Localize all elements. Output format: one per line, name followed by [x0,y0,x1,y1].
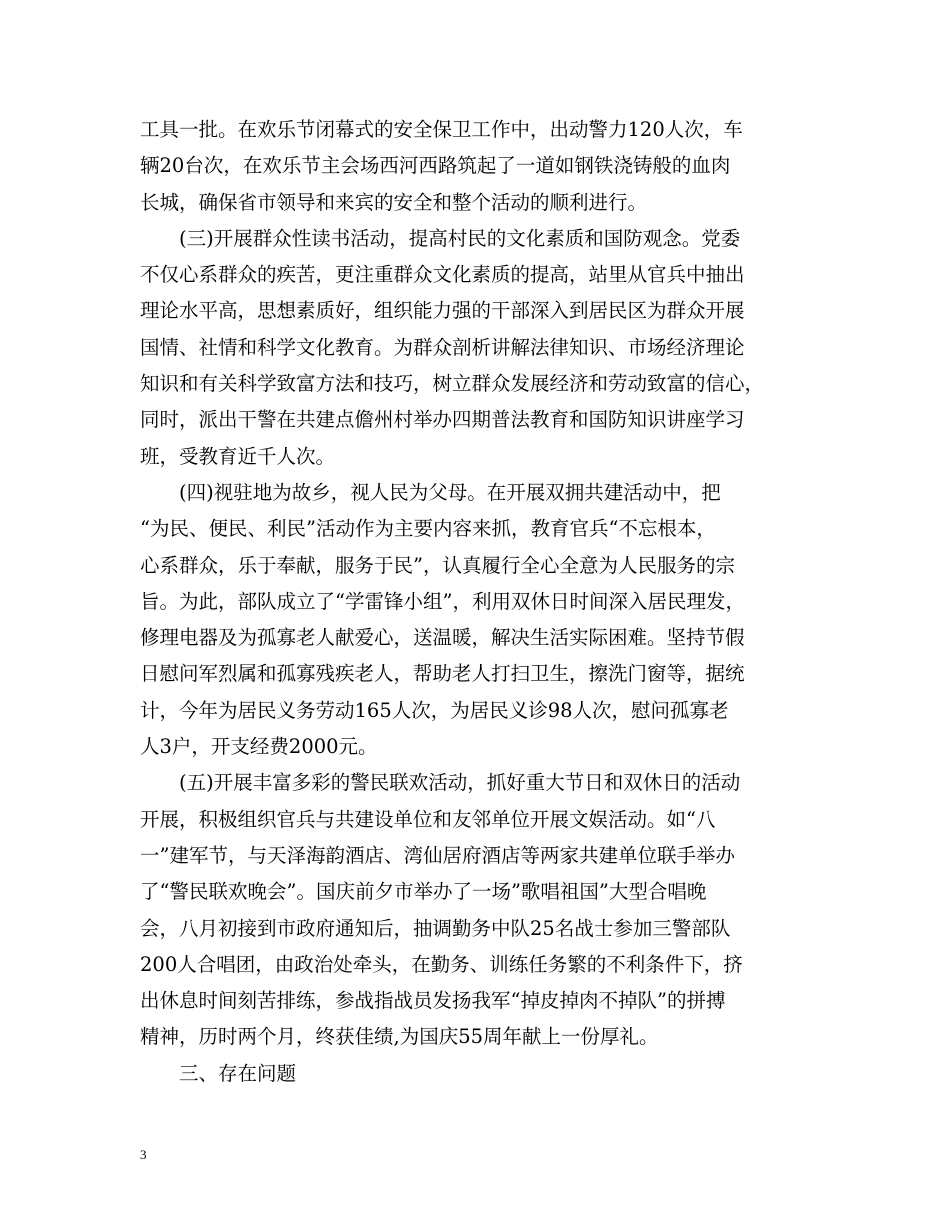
text-line: 工具一批。在欢乐节闭幕式的安全保卫工作中，出动警力120人次，车 [140,118,743,141]
text-line: 班，受教育近千人次。 [140,444,336,468]
text-line: 心系群众，乐于奉献，服务于民”，认真履行全心全意为人民服务的宗 [140,553,735,577]
text-line: 辆20台次，在欢乐节主会场西河西路筑起了一道如钢铁浇铸般的血肉 [140,154,731,178]
text-line: 精神，历时两个月，终获佳绩,为国庆55周年献上一份厚礼。 [140,1025,659,1049]
text-line: 长城，确保省市领导和来宾的安全和整个活动的顺利进行。 [140,190,648,214]
text-line: (五)开展丰富多彩的警民联欢活动，抓好重大节日和双休日的活动 [140,771,741,795]
text-line: 会，八月初接到市政府通知后，抽调勤务中队25名战士参加三警部队 [140,916,731,940]
page-number: 3 [140,1147,147,1162]
body-text [140,112,816,1092]
text-line: 同时，派出干警在共建点儋州村举办四期普法教育和国防知识讲座学习 [140,408,745,432]
text-line: 计，今年为居民义务劳动165人次，为居民义诊98人次，慰问孤寡老 [140,698,729,722]
text-line: 人3户，开支经费2000元。 [140,735,378,759]
text-line: 理论水平高，思想素质好，组织能力强的干部深入到居民区为群众开展 [140,299,745,323]
text-line: (三)开展群众性读书活动，提高村民的文化素质和国防观念。党委 [140,226,741,250]
text-line: 了“警民联欢晚会”。国庆前夕市举办了一场”歌唱祖国”大型合唱晚 [140,880,707,904]
text-line: 出休息时间刻苦排练，参战指战员发扬我军“掉皮掉肉不掉队”的拼搏 [140,989,726,1013]
text-line: 不仅心系群众的疾苦，更注重群众文化素质的提高，站里从官兵中抽出 [140,263,745,287]
text-line: 修理电器及为孤寡老人献爱心，送温暖，解决生活实际困难。坚持节假 [140,626,745,650]
text-line: 开展，积极组织官兵与共建设单位和友邻单位开展文娱活动。如“八 [140,807,716,831]
text-line: 一”建军节，与天泽海韵酒店、湾仙居府酒店等两家共建单位联手举办 [140,843,735,867]
text-line: “为民、便民、利民”活动作为主要内容来抓，教育官兵“不忘根本， [140,517,716,541]
text-line: 旨。为此，部队成立了“学雷锋小组”，利用双休日时间深入居民理发， [140,589,745,613]
text-line: (四)视驻地为故乡，视人民为父母。在开展双拥共建活动中，把 [140,480,721,504]
text-line: 知识和有关科学致富方法和技巧，树立群众发展经济和劳动致富的信心， [140,372,765,396]
text-line: 200人合唱团，由政治处牵头，在勤务、训练任务繁的不利条件下，挤 [140,952,743,976]
text-line: 国情、社情和科学文化教育。为群众剖析讲解法律知识、市场经济理论 [140,335,745,359]
text-line: 日慰问军烈属和孤寡残疾老人，帮助老人打扫卫生，擦洗门窗等，据统 [140,662,745,686]
section-heading: 三、存在问题 [140,1061,297,1085]
